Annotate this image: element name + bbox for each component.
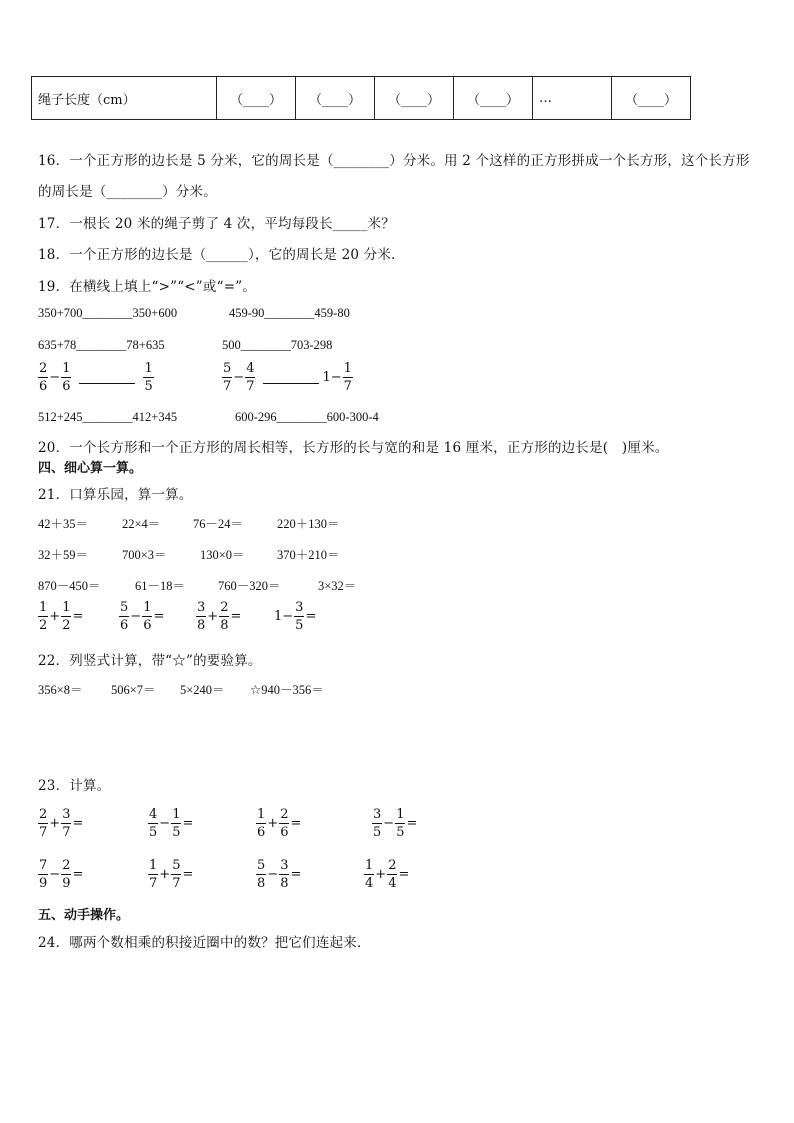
q21-title: 21．口算乐园，算一算。	[38, 487, 193, 503]
q19-compare-item: 350+700________350+600	[38, 306, 178, 320]
q18-text: 18．一个正方形的边长是（______），它的周长是 20 分米．	[38, 247, 405, 263]
table-blank-cell[interactable]: （____）	[454, 77, 533, 120]
answer-blank[interactable]	[263, 371, 319, 384]
section-heading: 四、细心算一算。	[38, 461, 143, 476]
fraction-expression: $\frac{3}{8}$ + $\frac{2}{8}$ =	[197, 600, 242, 633]
fraction: $\frac{5}{7}$	[172, 858, 181, 891]
fraction-expression: $\frac{3}{5}$ − $\frac{1}{5}$ =	[373, 807, 418, 840]
fraction: $\frac{3}{7}$	[62, 807, 71, 840]
mental-math-item: 870－450＝	[38, 579, 101, 593]
fraction-expression: $\frac{1}{6}$ + $\frac{2}{6}$ =	[257, 807, 302, 840]
rope-length-table	[31, 76, 691, 120]
fraction: $\frac{1}{7}$	[149, 858, 158, 891]
fraction-expression: $\frac{2}{7}$ + $\frac{3}{7}$ =	[39, 807, 84, 840]
fraction: $\frac{2}{8}$	[220, 600, 229, 633]
mental-math-item: 22×4＝	[122, 517, 161, 531]
fraction: $\frac{2}{6}$	[280, 807, 289, 840]
q19-title: 19．在横线上填上“>”“<”或“=”。	[38, 279, 257, 295]
mental-math-item: 61－18＝	[135, 579, 186, 593]
mental-math-item: 760－320＝	[218, 579, 281, 593]
q19-compare-item: 635+78________78+635	[38, 338, 165, 352]
fraction: $\frac{7}{9}$	[39, 858, 48, 891]
q19-compare-item: 600-296________600-300-4	[235, 410, 379, 424]
mental-math-item: 3×32＝	[318, 579, 357, 593]
fraction: $\frac{3}{8}$	[197, 600, 206, 633]
vertical-calc-item: 506×7＝	[111, 683, 156, 697]
fraction-expression: $\frac{7}{9}$ − $\frac{2}{9}$ =	[39, 858, 84, 891]
mental-math-item: 220＋130＝	[277, 517, 340, 531]
fraction-expression: 1− $\frac{3}{5}$ =	[274, 600, 317, 633]
fraction-expression: $\frac{5}{8}$ − $\frac{3}{8}$ =	[257, 858, 302, 891]
fraction: $\frac{5}{8}$	[257, 858, 266, 891]
fraction: $\frac{1}{7}$	[343, 361, 352, 394]
fraction: $\frac{1}{6}$	[62, 361, 71, 394]
fraction: $\frac{1}{6}$	[257, 807, 266, 840]
fraction: $\frac{1}{4}$	[365, 858, 374, 891]
q16-line2: 的周长是（________）分米。	[38, 184, 217, 200]
fraction: $\frac{3}{5}$	[295, 600, 304, 633]
mental-math-item: 130×0＝	[200, 548, 245, 562]
q24-text: 24．哪两个数相乘的积接近圈中的数？把它们连起来．	[38, 935, 371, 951]
mental-math-item: 76－24＝	[193, 517, 244, 531]
vertical-calc-item: 356×8＝	[38, 683, 83, 697]
fraction: $\frac{1}{5}$	[144, 361, 153, 394]
fraction-expression: $\frac{4}{5}$ − $\frac{1}{5}$ =	[149, 807, 194, 840]
fraction-expression: $\frac{1}{4}$ + $\frac{2}{4}$ =	[365, 858, 410, 891]
q17-text: 17．一根长 20 米的绳子剪了 4 次，平均每段长_____米？	[38, 216, 395, 232]
q20-text: 20．一个长方形和一个正方形的周长相等，长方形的长与宽的和是 16 厘米，正方形的边长是( )厘米。	[38, 440, 669, 456]
fraction: $\frac{4}{7}$	[246, 361, 255, 394]
fraction: $\frac{3}{5}$	[373, 807, 382, 840]
fraction-expression: $\frac{1}{2}$ + $\frac{1}{2}$ =	[39, 600, 84, 633]
table-blank-cell[interactable]: （____）	[375, 77, 454, 120]
answer-blank[interactable]	[79, 371, 135, 384]
fraction: $\frac{3}{8}$	[280, 858, 289, 891]
fraction: $\frac{2}{7}$	[39, 807, 48, 840]
table-ellipsis-cell: …	[533, 77, 612, 120]
table-blank-cell[interactable]: （____）	[612, 77, 691, 120]
mental-math-item: 32＋59＝	[38, 548, 89, 562]
fraction: $\frac{5}{7}$	[223, 361, 232, 394]
mental-math-item: 370＋210＝	[277, 548, 340, 562]
mental-math-item: 700×3＝	[122, 548, 167, 562]
table-header-cell: 绳子长度（cm）	[32, 77, 217, 120]
mental-math-item: 42＋35＝	[38, 517, 89, 531]
fraction: $\frac{2}{4}$	[388, 858, 397, 891]
table-blank-cell[interactable]: （____）	[296, 77, 375, 120]
fraction: $\frac{4}{5}$	[149, 807, 158, 840]
fraction-expression: $\frac{5}{6}$ − $\frac{1}{6}$ =	[120, 600, 165, 633]
q22-title: 22．列竖式计算，带“☆”的要验算。	[38, 653, 262, 669]
fraction-expression: $\frac{1}{7}$ + $\frac{5}{7}$ =	[149, 858, 194, 891]
vertical-calc-item: 5×240＝	[180, 683, 225, 697]
q19-compare-item: 500________703-298	[222, 338, 333, 352]
fraction: $\frac{1}{5}$	[172, 807, 181, 840]
q19-fraction-compare-a: $\frac{2}{6}$ − $\frac{1}{6}$ $\frac{1}{5}$	[39, 361, 153, 394]
table-blank-cell[interactable]: （____）	[217, 77, 296, 120]
fraction: $\frac{1}{6}$	[143, 600, 152, 633]
q16-line1: 16．一个正方形的边长是 5 分米，它的周长是（________）分米。用 2 个这样的正方形拼成一个长方形，这个长方形	[38, 153, 750, 169]
fraction: $\frac{1}{2}$	[62, 600, 71, 633]
q19-compare-item: 459-90________459-80	[229, 306, 350, 320]
q19-compare-item: 512+245________412+345	[38, 410, 178, 424]
fraction: $\frac{2}{9}$	[62, 858, 71, 891]
fraction: $\frac{2}{6}$	[39, 361, 48, 394]
vertical-calc-item: ☆940－356＝	[250, 683, 324, 697]
section-heading: 五、动手操作。	[38, 908, 130, 923]
fraction: $\frac{1}{5}$	[396, 807, 405, 840]
q19-fraction-compare-b: $\frac{5}{7}$ − $\frac{4}{7}$ 1− $\frac{1}{7}$	[223, 361, 352, 394]
q23-title: 23．计算。	[38, 778, 111, 794]
fraction: $\frac{1}{2}$	[39, 600, 48, 633]
fraction: $\frac{5}{6}$	[120, 600, 129, 633]
